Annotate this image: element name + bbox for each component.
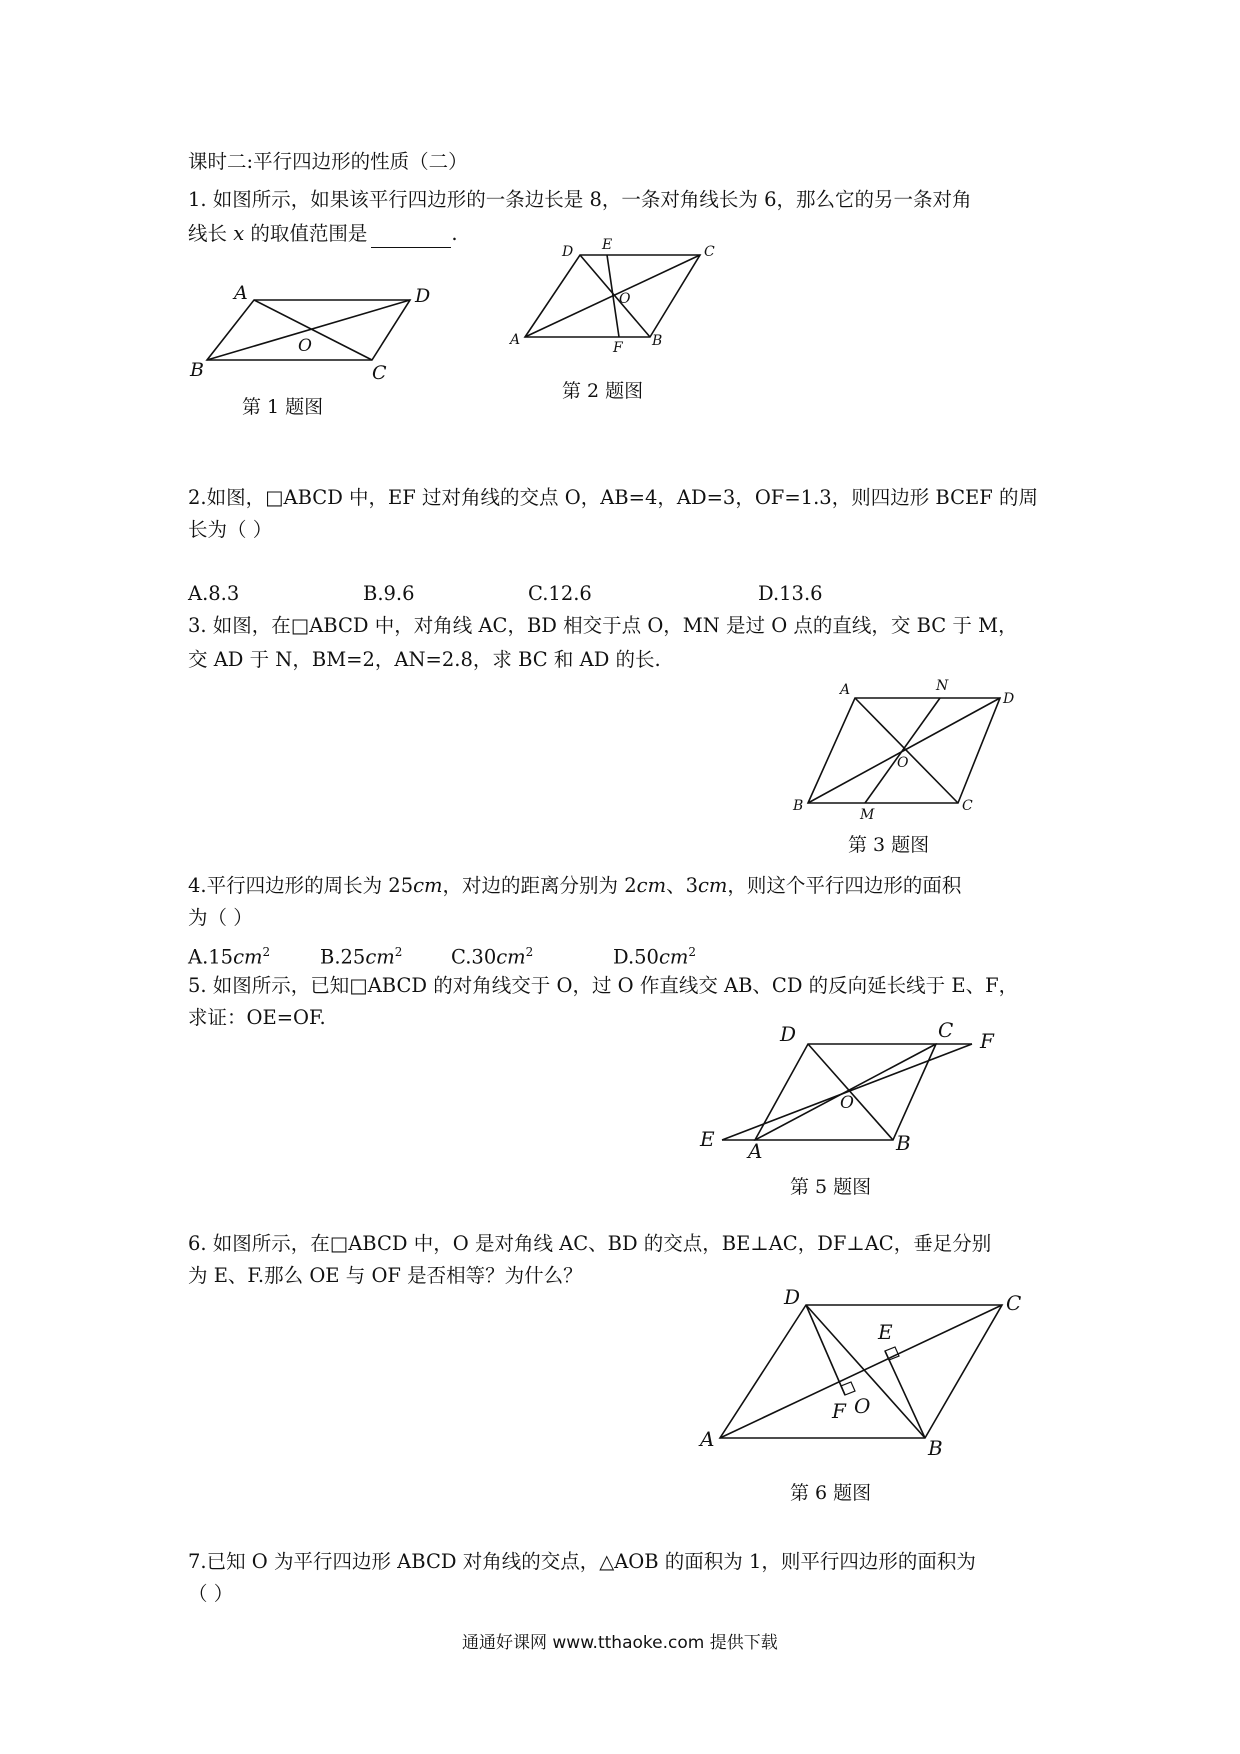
fig2-label-d: D: [562, 244, 574, 260]
q4-option-c[interactable]: [451, 938, 533, 972]
q1-line2-end: .: [451, 222, 458, 245]
q2-option-a[interactable]: A.8.3: [188, 582, 240, 605]
fig2-caption: 第 2 题图: [562, 380, 644, 402]
q5-line1: 5. 如图所示，已知□ABCD 的对角线交于 O，过 O 作直线交 AB、CD 的反向延长线于 E、F，: [188, 974, 1019, 997]
q4-option-c-label: C.30: [451, 945, 497, 969]
q6-line2: 为 E、F.那么 OE 与 OF 是否相等？为什么？: [188, 1264, 583, 1287]
q4-line1-a: 4.平行四边形的周长为 25: [188, 874, 414, 897]
fig5-label-a: A: [748, 1139, 763, 1163]
fig2-label-c: C: [704, 244, 715, 260]
q4-option-d-label: D.50: [613, 945, 659, 969]
q4-unit-2: cm: [636, 874, 667, 897]
q4-option-b-unit: cm: [365, 945, 395, 969]
q2-line1: 2.如图，□ABCD 中，EF 过对角线的交点 O，AB=4，AD=3，OF=1.3，则四边形 BCEF 的周: [188, 486, 1038, 509]
fig6-label-f: F: [832, 1399, 846, 1423]
fig5-label-b: B: [896, 1131, 911, 1155]
q1-line2: [188, 220, 458, 248]
q4-options: [188, 938, 988, 968]
fig1-label-o: O: [298, 336, 312, 356]
q2-option-c[interactable]: C.12.6: [528, 582, 592, 605]
q3-line1: 3. 如图，在□ABCD 中，对角线 AC，BD 相交于点 O，MN 是过 O 点的直线，交 BC 于 M，: [188, 614, 1018, 637]
q4-option-c-sup: 2: [525, 945, 534, 959]
q1-variable: x: [233, 222, 245, 245]
q4-line1-b: ，对边的距离分别为 2: [442, 874, 637, 897]
fig1-label-c: C: [372, 362, 387, 384]
fig6-right-angle-f: [841, 1382, 855, 1395]
figure-6: [700, 1285, 1030, 1460]
fig3-label-m: M: [860, 807, 875, 823]
fig5-label-e: E: [700, 1127, 715, 1151]
fig3-label-b: B: [793, 798, 804, 814]
fig1-diagonal-ac: [254, 300, 372, 360]
q6-line1: 6. 如图所示，在□ABCD 中，O 是对角线 AC、BD 的交点，BE⊥AC，DF⊥AC，垂足分别: [188, 1232, 992, 1255]
fig5-label-d: D: [780, 1022, 797, 1046]
q4-option-d-unit: cm: [658, 945, 689, 969]
q4-line1-c: 、3: [666, 874, 698, 897]
fig6-label-o: O: [854, 1394, 871, 1418]
fig6-label-d: D: [784, 1285, 801, 1309]
q4-option-a-unit: cm: [233, 945, 263, 969]
q7-line1: 7.已知 O 为平行四边形 ABCD 对角线的交点，△AOB 的面积为 1，则平行四边形的面积为: [188, 1550, 976, 1573]
fig6-caption: 第 6 题图: [790, 1482, 872, 1504]
q2-option-d[interactable]: D.13.6: [758, 582, 823, 605]
fig2-label-o: O: [619, 291, 631, 307]
fig5-diagonal-bd: [808, 1044, 893, 1140]
fig2-label-b: B: [652, 333, 663, 349]
q4-option-a-label: A.15: [188, 945, 234, 969]
q4-option-a-sup: 2: [262, 945, 271, 959]
fig6-label-e: E: [878, 1320, 893, 1344]
q4-unit-1: cm: [413, 874, 443, 897]
page-title: 课时二:平行四边形的性质（二）: [188, 150, 468, 173]
q1-line2-b: 的取值范围是: [244, 222, 368, 245]
q1-line2-a: 线长: [188, 222, 234, 245]
q4-option-b-label: B.25: [320, 945, 366, 969]
fig6-label-b: B: [928, 1436, 943, 1460]
q4-line1: [188, 872, 961, 900]
fig3-diagonal-ac: [855, 698, 958, 803]
fig6-right-angle-e: [885, 1347, 899, 1360]
fig2-label-f: F: [613, 340, 623, 356]
q4-option-b-sup: 2: [394, 945, 403, 959]
q4-option-d[interactable]: [613, 938, 696, 972]
fig2-line-ef: [607, 255, 619, 337]
q7-line2: （ ）: [188, 1582, 234, 1605]
figure-5: [700, 1018, 1010, 1163]
footer: 通通好课网 www.tthaoke.com 提供下载: [462, 1633, 778, 1653]
fig6-label-a: A: [700, 1427, 715, 1451]
fig1-label-d: D: [415, 285, 431, 307]
fig6-perpendicular-be: [885, 1351, 925, 1438]
fig6-perpendicular-df: [806, 1305, 845, 1395]
q4-option-d-sup: 2: [688, 945, 697, 959]
fig5-label-f: F: [980, 1029, 994, 1053]
fig3-diagonal-bd: [808, 698, 1000, 803]
fig3-line-mn: [865, 698, 940, 803]
q4-line2: 为（ ）: [188, 906, 253, 929]
q2-option-b[interactable]: B.9.6: [363, 582, 415, 605]
fig1-label-a: A: [234, 282, 248, 304]
fig3-label-o: O: [897, 755, 909, 771]
fig1-label-b: B: [190, 359, 204, 381]
fig6-diagonal-bd: [806, 1305, 925, 1438]
q5-line2: 求证：OE=OF.: [188, 1006, 326, 1029]
fig5-caption: 第 5 题图: [790, 1176, 872, 1198]
q4-option-b[interactable]: [320, 938, 402, 972]
q4-option-a[interactable]: [188, 938, 270, 972]
fig2-diagonal-bd: [580, 255, 650, 337]
fig6-label-c: C: [1006, 1291, 1022, 1315]
q2-options: [188, 580, 988, 608]
fig1-caption: 第 1 题图: [242, 396, 324, 418]
fig3-label-a: A: [840, 682, 851, 698]
fig2-label-e: E: [602, 237, 613, 253]
q4-line1-d: ，则这个平行四边形的面积: [727, 874, 962, 897]
q1-line1: 1. 如图所示，如果该平行四边形的一条边长是 8，一条对角线长为 6，那么它的另一条对角: [188, 188, 972, 211]
fig5-label-o: O: [840, 1093, 854, 1113]
fig5-line-ef: [722, 1044, 972, 1140]
figure-2: [500, 237, 730, 365]
fig3-label-d: D: [1003, 691, 1015, 707]
fig5-label-c: C: [938, 1018, 954, 1042]
fig3-label-n: N: [936, 678, 949, 694]
q1-answer-blank[interactable]: [371, 229, 451, 248]
fig2-label-a: A: [510, 332, 521, 348]
figure-1: [190, 280, 430, 390]
fig3-label-c: C: [962, 798, 973, 814]
q2-line2: 长为（ ）: [188, 518, 273, 541]
figure-3: [790, 676, 1020, 826]
fig3-caption: 第 3 题图: [848, 834, 930, 856]
q3-line2: 交 AD 于 N，BM=2，AN=2.8，求 BC 和 AD 的长.: [188, 648, 661, 671]
q4-option-c-unit: cm: [496, 945, 526, 969]
q4-unit-3: cm: [698, 874, 728, 897]
